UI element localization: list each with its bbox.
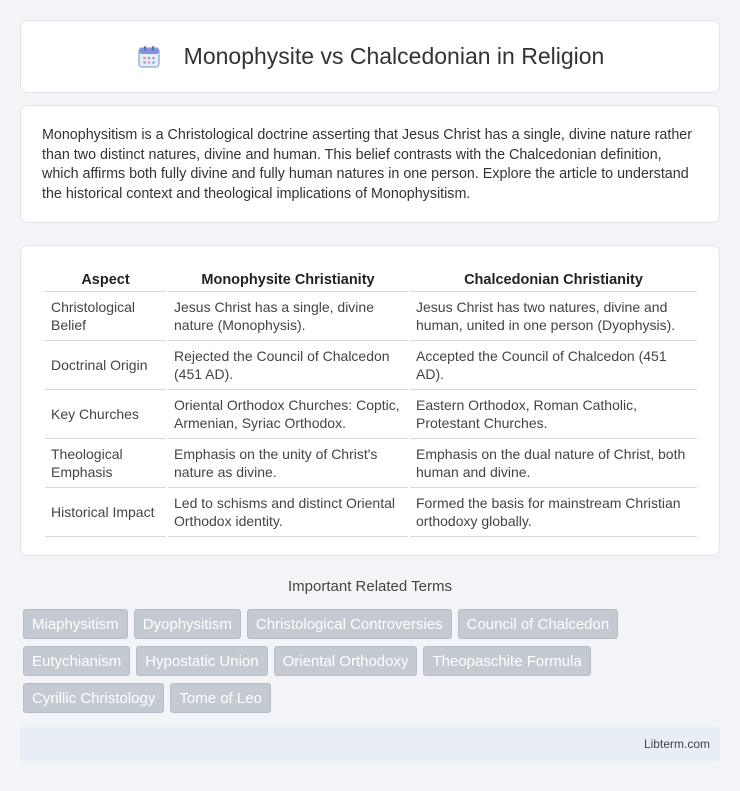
cell-chalcedonian: Eastern Orthodox, Roman Catholic, Protestant Churches. [410, 390, 697, 439]
cell-chalcedonian: Jesus Christ has two natures, divine and human, united in one person (Dyophysis). [410, 292, 697, 341]
related-term-tag[interactable]: Cyrillic Christology [23, 683, 164, 713]
cell-chalcedonian: Emphasis on the dual nature of Christ, both human and divine. [410, 439, 697, 488]
table-row [45, 292, 697, 341]
related-terms-title: Important Related Terms [288, 578, 452, 595]
intro-card [20, 105, 720, 223]
cell-aspect: Christological Belief [45, 292, 166, 341]
header-monophysite: Monophysite Christianity [168, 266, 408, 292]
intro-text: Monophysitism is a Christological doctrine asserting that Jesus Christ has a single, divine nature rather than two distinct natures, divine and human. This belief contrasts with the Chalcedonian definition, which affirms both fully divine and fully human natures in one person. Explore the article to understand the historical context and theological implications of Monophysitism. [42, 127, 693, 202]
table-header-row [45, 266, 697, 292]
cell-aspect: Historical Impact [45, 488, 166, 537]
header-aspect: Aspect [45, 266, 166, 292]
related-terms-list [23, 609, 723, 713]
cell-chalcedonian: Accepted the Council of Chalcedon (451 AD). [410, 341, 697, 390]
cell-monophysite: Rejected the Council of Chalcedon (451 AD). [168, 341, 408, 390]
cell-monophysite: Oriental Orthodox Churches: Coptic, Armenian, Syriac Orthodox. [168, 390, 408, 439]
related-term-tag[interactable]: Council of Chalcedon [458, 609, 619, 639]
related-term-tag[interactable]: Miaphysitism [23, 609, 128, 639]
table-row [45, 341, 697, 390]
comparison-card [20, 245, 720, 556]
cell-monophysite: Led to schisms and distinct Oriental Orthodox identity. [168, 488, 408, 537]
related-term-tag[interactable]: Christological Controversies [247, 609, 452, 639]
cell-monophysite: Jesus Christ has a single, divine nature (Monophysis). [168, 292, 408, 341]
related-term-tag[interactable]: Theopaschite Formula [423, 646, 590, 676]
cell-chalcedonian: Formed the basis for mainstream Christian orthodoxy globally. [410, 488, 697, 537]
table-row [45, 390, 697, 439]
page-title: Monophysite vs Chalcedonian in Religion [183, 43, 605, 69]
footer-brand-link[interactable]: Libterm.com [643, 737, 710, 751]
table-row [45, 488, 697, 537]
cell-aspect: Key Churches [45, 390, 166, 439]
cell-monophysite: Emphasis on the unity of Christ's nature as divine. [168, 439, 408, 488]
related-term-tag[interactable]: Tome of Leo [170, 683, 271, 713]
calendar-icon [136, 44, 162, 70]
cell-aspect: Theological Emphasis [45, 439, 166, 488]
related-term-tag[interactable]: Oriental Orthodoxy [274, 646, 418, 676]
footer [20, 727, 720, 761]
header-chalcedonian: Chalcedonian Christianity [410, 266, 697, 292]
comparison-table [43, 266, 699, 537]
table-row [45, 439, 697, 488]
related-term-tag[interactable]: Dyophysitism [134, 609, 241, 639]
related-term-tag[interactable]: Hypostatic Union [136, 646, 267, 676]
cell-aspect: Doctrinal Origin [45, 341, 166, 390]
header-card [20, 20, 720, 93]
related-term-tag[interactable]: Eutychianism [23, 646, 130, 676]
